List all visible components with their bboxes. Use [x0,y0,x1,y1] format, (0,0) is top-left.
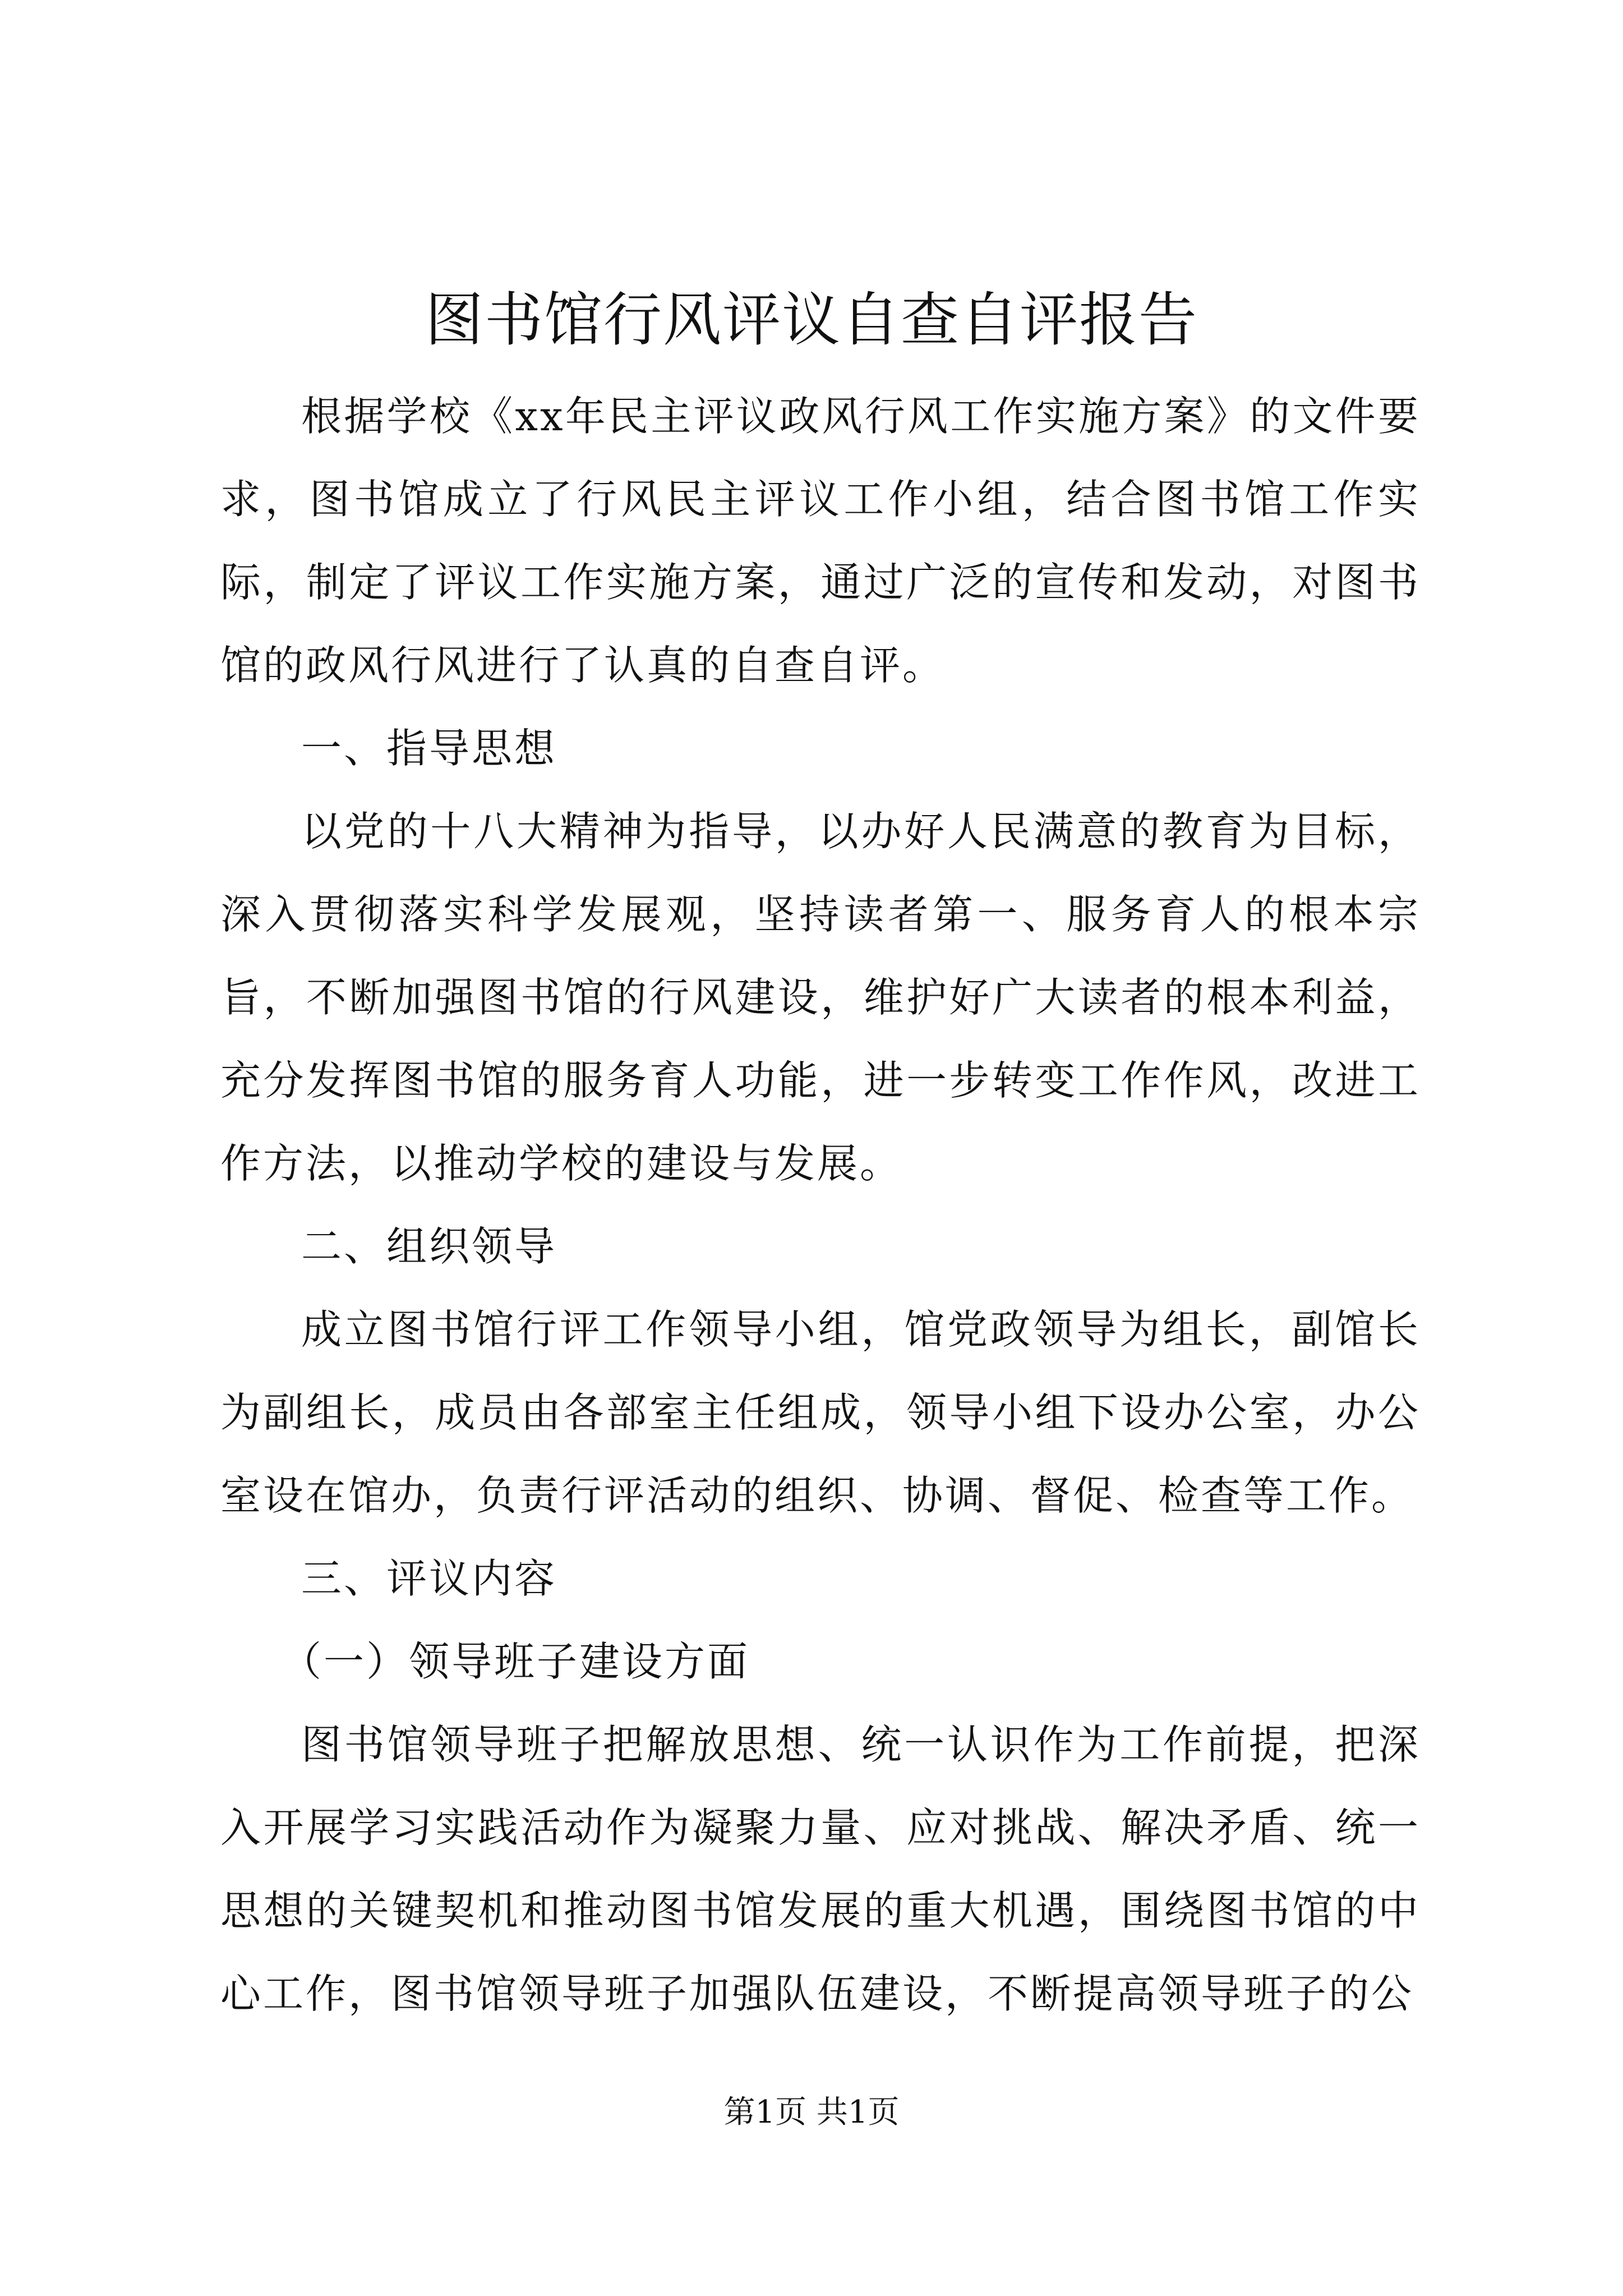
page-footer [0,2090,1623,2135]
organization-paragraph: 成立图书馆行评工作领导小组，馆党政领导为组长，副馆长为副组长，成员由各部室主任组成，领导小组下设办公室，办公室设在馆办，负责行评活动的组织、协调、督促、检查等工作。 [220,1306,1421,1519]
section-heading-organization: 二、组织领导 [301,1223,557,1270]
section-heading-guiding-ideology: 一、指导思想 [301,725,557,772]
document-title: 图书馆行风评议自查自评报告 [425,286,1198,354]
section-heading-review-content: 三、评议内容 [301,1555,557,1602]
intro-paragraph: 根据学校《xx年民主评议政风行风工作实施方案》的文件要求，图书馆成立了行风民主评议工作小组，结合图书馆工作实际，制定了评议工作实施方案，通过广泛的宣传和发动，对图书馆的政风行风进行了认真的自查自评。 [220,393,1421,689]
document-body [220,375,1421,2035]
subsection-heading-leadership: （一）领导班子建设方面 [281,1638,750,1685]
page-number: 第1页 共1页 [723,2094,900,2131]
leadership-paragraph: 图书馆领导班子把解放思想、统一认识作为工作前提，把深入开展学习实践活动作为凝聚力量、应对挑战、解决矛盾、统一思想的关键契机和推动图书馆发展的重大机遇，围绕图书馆的中心工作，图书馆领导班子加强队伍建设，不断提高领导班子的公 [220,1721,1421,2017]
guiding-ideology-paragraph: 以党的十八大精神为指导，以办好人民满意的教育为目标，深入贯彻落实科学发展观，坚持读者第一、服务育人的根本宗旨，不断加强图书馆的行风建设，维护好广大读者的根本利益，充分发挥图书馆的服务育人功能，进一步转变工作作风，改进工作方法，以推动学校的建设与发展。 [220,808,1421,1187]
